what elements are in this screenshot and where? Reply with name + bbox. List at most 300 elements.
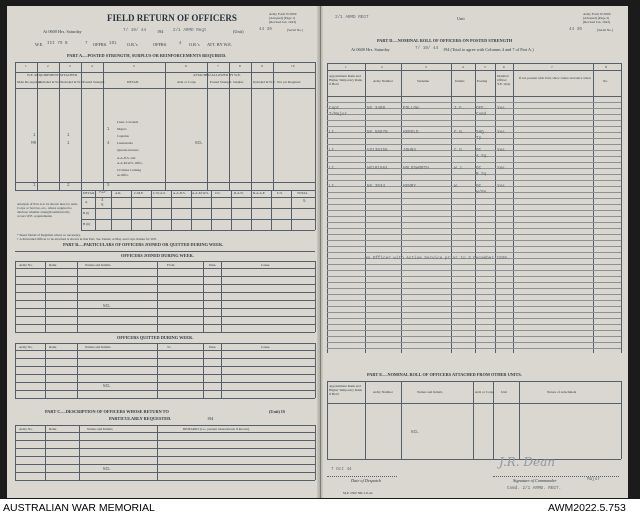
rule xyxy=(81,219,315,220)
rule xyxy=(231,190,232,230)
rule xyxy=(327,336,621,337)
rule xyxy=(513,63,514,353)
part-d-title: PART D.—NOMINAL ROLL OF OFFICERS ON POSTED STRENGTH xyxy=(377,38,513,43)
detail-head: Civ. xyxy=(215,191,221,195)
rule xyxy=(15,332,315,333)
rule xyxy=(327,126,621,127)
analysis-row: A xyxy=(85,200,88,204)
analysis-note: Analysis of Part A to be shown here by Arm, Corps or Service, etc., where required to disclose whether strength satisfactorily covers W.E. requirements xyxy=(17,202,78,219)
rule xyxy=(15,308,315,309)
return-time: At 0600 Hrs. Saturday xyxy=(43,29,82,34)
part-c-title: PART C.—DESCRIPTION OF OFFICERS WHOSE RETURN TO xyxy=(45,409,169,414)
rule xyxy=(327,204,621,205)
col-head: Names and Initials. xyxy=(87,427,114,431)
rule xyxy=(327,63,621,64)
rule xyxy=(327,222,621,223)
att-ors-typed: 4 xyxy=(179,41,182,46)
rule xyxy=(81,197,315,198)
col-head: Detailed Officer Y.E. Only xyxy=(497,74,511,87)
form-ref-3: (Revised Jan. 1943) xyxy=(269,20,297,24)
serial-number-typed: 44 30 xyxy=(259,27,272,32)
rule xyxy=(15,425,16,480)
rule xyxy=(15,276,315,277)
rule xyxy=(327,228,621,229)
officer-posting: OC xyxy=(476,166,482,171)
rule xyxy=(327,114,621,115)
officer-surname: JOHNS xyxy=(403,148,416,153)
footnote: † A Personnel Officer to be attached is shown in this Part, Ser. Detail, at Maj. and Capt. Ranks for W.E. xyxy=(17,237,158,241)
print-note: M.P. 2500 NR/1-8-44 xyxy=(343,491,373,495)
col-num: 1 xyxy=(345,65,347,69)
officer-detailed: Yes xyxy=(497,166,505,171)
rule xyxy=(15,350,315,351)
rule xyxy=(327,330,621,331)
part-e-nil: NIL xyxy=(411,430,419,435)
rule xyxy=(495,63,496,353)
rule xyxy=(81,190,82,230)
joined-nil: NIL xyxy=(103,304,111,309)
rule xyxy=(327,276,621,277)
officer-posting: B Sq. xyxy=(476,172,489,177)
typed-total: 2 xyxy=(67,183,70,188)
despatch-date-typed: 7 Oct 44 xyxy=(331,467,352,472)
ors-label: O.R.'s xyxy=(127,42,138,47)
rule xyxy=(95,190,96,230)
typed-value: 4 xyxy=(107,141,110,146)
sub-head: Included in W.E. xyxy=(253,80,276,84)
rule xyxy=(211,190,212,230)
rule xyxy=(15,382,315,383)
typed-value: MR xyxy=(31,141,37,146)
part-a-title: PART A.—POSTED STRENGTH, SURPLUS OR REINFORCEMENTS REQUIRED. xyxy=(67,53,227,58)
rule xyxy=(401,381,402,459)
rule xyxy=(327,403,621,404)
offrs-label-2: OFFRS. xyxy=(153,42,168,47)
rule xyxy=(327,210,621,211)
serial-label: (Serial No.) xyxy=(287,28,304,32)
rule xyxy=(473,381,474,459)
officer-posting: Comd xyxy=(476,112,487,117)
col-num: 2 xyxy=(47,64,49,68)
serial-number-typed: 44 30 xyxy=(569,27,582,32)
rank-label: A.A.M.W.S. Offrs. xyxy=(117,161,143,165)
col-head: If not present with Unit, show where and since when xyxy=(519,76,591,80)
col-head: Names and Initials xyxy=(417,390,443,394)
officer-initials: W. xyxy=(454,184,460,189)
part-c-unit: (Unit) IS xyxy=(269,409,286,414)
rule xyxy=(327,282,621,283)
form-ref-2: (Adopted) (Page 2) xyxy=(583,16,610,20)
sub-head: Included in W.E. xyxy=(61,80,84,84)
officer-posting: SHQ. xyxy=(476,130,487,135)
rule xyxy=(365,381,366,459)
sub-head: Posted Strength xyxy=(83,80,105,84)
rule xyxy=(327,324,621,325)
detail-head: R.A.A.F. xyxy=(253,191,266,195)
part-b-title: PART B.—PARTICULARS OF OFFICERS JOINED OR QUITTED DURING WEEK. xyxy=(63,242,224,247)
col-num: 6 xyxy=(503,65,505,69)
officer-rank: Lt. xyxy=(329,130,337,135)
part-c-year: 194 xyxy=(207,416,214,421)
officer-initials: W.J. xyxy=(454,166,465,171)
rule xyxy=(327,198,621,199)
unit-label: (Unit) xyxy=(233,29,244,34)
rule xyxy=(15,261,16,332)
commander-signature: J.R. Dean xyxy=(499,455,555,469)
officer-surname: FOLLOW xyxy=(403,106,419,111)
col-head: Names and Initials. xyxy=(85,263,112,267)
part-c-nil: NIL xyxy=(103,467,111,472)
col-num: 4 xyxy=(91,64,93,68)
sub-head: Posted Strength xyxy=(210,80,232,84)
rule xyxy=(77,343,78,398)
rule xyxy=(327,270,621,271)
detail-head: A.A.M.W.S. xyxy=(192,191,209,195)
rule xyxy=(15,268,315,269)
despatch-label: Date of Despatch xyxy=(351,478,382,483)
joined-title: OFFICERS JOINED DURING WEEK. xyxy=(121,253,194,258)
col-head: Army No. xyxy=(19,263,33,267)
typed-value: 5 xyxy=(101,203,104,208)
rule xyxy=(81,208,315,209)
attached-allowed-header: ATTACHED ALLOWED BY W.E. xyxy=(193,73,241,77)
col-head: Surname xyxy=(417,79,430,83)
rule xyxy=(15,480,315,481)
rule xyxy=(45,343,46,398)
col-num: 1 xyxy=(25,64,27,68)
officer-surname: HENRY xyxy=(403,184,416,189)
left-page xyxy=(7,6,321,498)
rule xyxy=(15,324,315,325)
officer-initials: I.F. xyxy=(454,106,465,111)
officer-detailed: Yes xyxy=(497,130,505,135)
detail-head: A.R. xyxy=(115,191,122,195)
officer-posting: OC xyxy=(476,184,482,189)
rule xyxy=(79,425,80,480)
rule xyxy=(519,381,520,459)
col-head: Army Number xyxy=(373,390,393,394)
rule xyxy=(621,63,622,353)
signature-label: Signature of Commander xyxy=(513,478,557,483)
analysis-row: B (ii) xyxy=(83,222,91,226)
rule xyxy=(45,425,46,480)
rule xyxy=(15,456,315,457)
part-d-date-typed: 7/ 10/ 44 xyxy=(415,46,439,51)
sub-head: Arm or Corps xyxy=(177,80,196,84)
rule xyxy=(327,294,621,295)
att-label: ATT. BY W.E. xyxy=(207,42,232,47)
quitted-nil: NIL xyxy=(103,384,111,389)
rule xyxy=(15,448,315,449)
col-num: 7 xyxy=(217,64,219,68)
rule xyxy=(15,62,16,190)
return-date-typed: 7/ 10/ 44 xyxy=(123,28,147,33)
col-head: Arm or Corps xyxy=(475,390,494,394)
col-head: Rank. xyxy=(49,345,58,349)
analysis-row: B (i) xyxy=(83,211,90,215)
rule xyxy=(327,312,621,313)
detail-head: A.A.N.S. xyxy=(173,191,186,195)
col-num: 10 xyxy=(291,64,295,68)
typed-total: 5 xyxy=(107,183,110,188)
col-head: To xyxy=(167,345,171,349)
typed-value: 1 xyxy=(67,133,70,138)
rule xyxy=(327,459,621,460)
rule xyxy=(327,138,621,139)
form-ref-3: (Revised Jan. 1943) xyxy=(583,20,611,24)
col-head: Date. xyxy=(209,345,217,349)
col-num: 2 xyxy=(381,65,383,69)
rule xyxy=(327,174,621,175)
rule xyxy=(327,63,328,353)
sub-head: Included in W.E. xyxy=(39,80,62,84)
unit-label: Unit xyxy=(457,16,465,21)
rank-label: Civilians Coming xyxy=(117,168,142,172)
sub-head: DETAIL xyxy=(127,80,139,84)
we-ors-typed: 101 xyxy=(109,41,117,46)
rule xyxy=(45,261,46,332)
rule xyxy=(157,343,158,398)
rule xyxy=(327,342,621,343)
archive-caption xyxy=(0,499,640,515)
rule xyxy=(327,381,328,459)
officer-posting: Tp xyxy=(476,136,482,141)
rule xyxy=(15,343,315,344)
officer-posting: W/PA xyxy=(476,190,487,195)
rank-label: A.A.N.S. and xyxy=(117,156,136,160)
rule xyxy=(111,190,112,230)
rule xyxy=(327,192,621,193)
rule xyxy=(327,120,621,121)
col-head: From xyxy=(167,263,175,267)
rule xyxy=(15,398,315,399)
detail-head: TOTAL xyxy=(297,191,308,195)
we-offrs-typed: 7 xyxy=(85,41,88,46)
col-num: 6 xyxy=(185,64,187,68)
rule xyxy=(15,292,315,293)
rule xyxy=(203,261,204,332)
rule xyxy=(271,190,272,230)
col-head: Date. xyxy=(209,263,217,267)
col-num: 9 xyxy=(261,64,263,68)
officer-rank: Lt. xyxy=(329,166,337,171)
typed-total: 1 xyxy=(33,183,36,188)
officer-rank: Lt. xyxy=(329,148,337,153)
rule xyxy=(165,62,166,190)
col-num: 5 xyxy=(484,65,486,69)
rule xyxy=(327,246,621,247)
rule xyxy=(621,381,622,459)
officer-detailed: Yes xyxy=(497,106,505,111)
part-a-nil: NIL xyxy=(195,141,203,146)
rule xyxy=(327,300,621,301)
rule xyxy=(327,288,621,289)
officer-initials: C.D. xyxy=(454,148,465,153)
year-label: 194 xyxy=(157,29,164,34)
rule xyxy=(191,190,192,230)
rule xyxy=(15,390,315,391)
rank-label: Quarter-masters xyxy=(117,148,139,152)
rule xyxy=(327,264,621,265)
col-head: Army No. xyxy=(19,345,33,349)
typed-value: 1 xyxy=(33,133,36,138)
rule xyxy=(15,284,315,285)
rule xyxy=(327,381,621,382)
rule xyxy=(81,230,315,231)
rule xyxy=(15,251,315,252)
col-num: 8 xyxy=(239,64,241,68)
rule xyxy=(327,348,621,349)
rule xyxy=(593,63,594,353)
rule xyxy=(401,63,402,353)
officer-initials: F.N. xyxy=(454,130,465,135)
typed-value: 1 xyxy=(107,127,110,132)
rule xyxy=(327,240,621,241)
sub-head: Male Re-required xyxy=(17,80,42,84)
col-num: 7 xyxy=(551,65,553,69)
officer-number: NX 3460 xyxy=(367,106,386,111)
typed-value: 5 xyxy=(303,199,306,204)
we-label: W.E. xyxy=(35,42,44,47)
col-head: Unit xyxy=(501,390,508,394)
form-ref-1: Army Form W.3009 xyxy=(583,12,611,16)
detail-head: U.S. xyxy=(277,191,284,195)
rule xyxy=(315,62,316,190)
col-head: Appointment Rank and Higher Temporary Rank if Held xyxy=(329,74,363,87)
detail-head: DETAIL xyxy=(83,191,95,195)
officer-detailed: Yes xyxy=(497,184,505,189)
rule xyxy=(15,300,315,301)
rule xyxy=(327,180,621,181)
rank-label: as Offrs. xyxy=(117,173,129,177)
right-page xyxy=(321,6,628,498)
rule xyxy=(327,234,621,235)
rule xyxy=(327,156,621,157)
sub-head: Not yet Required xyxy=(277,80,301,84)
unit-typed: 2/1 ARMD REGT xyxy=(335,15,369,20)
rule xyxy=(315,190,316,230)
serial-label: (Serial No.) xyxy=(597,28,614,32)
archive-name: AUSTRALIAN WAR MEMORIAL xyxy=(3,502,155,514)
col-head: Rank. xyxy=(49,263,58,267)
rank-label: Majors xyxy=(117,127,127,131)
rule xyxy=(15,425,315,426)
rule xyxy=(365,63,366,353)
col-head: Army Number xyxy=(373,79,393,83)
rule xyxy=(327,70,621,71)
rule xyxy=(327,476,397,477)
rule xyxy=(327,252,621,253)
rule xyxy=(327,216,621,217)
officer-surname: HEROLD xyxy=(403,130,419,135)
officer-rank: T/Major xyxy=(329,112,348,117)
rule xyxy=(315,261,316,332)
rule xyxy=(207,62,208,190)
rule xyxy=(77,261,78,332)
detail-head: C.M.F. xyxy=(134,191,144,195)
col-head: Initials xyxy=(455,79,465,83)
part-d-time: At 0600 Hrs. Saturday xyxy=(351,47,390,52)
officer-posting: OFF. xyxy=(476,106,487,111)
col-head: No. xyxy=(603,79,608,83)
col-head: Cause. xyxy=(261,345,271,349)
rule xyxy=(151,190,152,230)
col-head: Names and Initials. xyxy=(85,345,112,349)
rule xyxy=(291,190,292,230)
rule xyxy=(221,343,222,398)
rule xyxy=(327,318,621,319)
signature-unit-typed: Comd. 2/1 ARMD. REGT. xyxy=(507,486,562,491)
detail-head: AIF xyxy=(99,190,107,195)
col-head: Posting xyxy=(477,79,488,83)
ors-label-2: O.R.'s xyxy=(189,42,200,47)
rule xyxy=(171,190,172,230)
officer-posting: A Sq. xyxy=(476,154,489,159)
rule xyxy=(15,440,315,441)
part-d-total-note: 194 (Total to agree with Columns 4 and 7 of Part A.) xyxy=(443,47,534,52)
rule xyxy=(15,464,315,465)
signature-rank-typed: Major xyxy=(587,477,600,482)
col-num: 3 xyxy=(69,64,71,68)
officer-number: NX 56879 xyxy=(367,130,388,135)
officer-surname: HOLDSWORTH xyxy=(403,166,429,171)
rule xyxy=(15,366,315,367)
offrs-label: OFFRS. xyxy=(93,42,108,47)
rule xyxy=(251,190,252,230)
rule xyxy=(221,261,222,332)
typed-value: 1 xyxy=(67,141,70,146)
col-num: 5 xyxy=(133,64,135,68)
rule xyxy=(15,432,315,433)
rank-label: Captains xyxy=(117,134,129,138)
sub-head: Surplus xyxy=(233,80,244,84)
form-ref-1: Army Form W.3009 xyxy=(269,12,297,16)
quitted-title: OFFICERS QUITTED DURING WEEK. xyxy=(117,335,194,340)
col-num: 4 xyxy=(462,65,464,69)
rule xyxy=(15,472,315,473)
form-ref-2: (Adopted) (Page 1) xyxy=(269,16,296,20)
rule xyxy=(15,316,315,317)
rule xyxy=(131,190,132,230)
officer-detailed: Yes xyxy=(497,148,505,153)
we-typed: III 79 B xyxy=(47,41,68,46)
typed-value: 4 xyxy=(101,198,104,203)
part-e-title: PART E.—NOMINAL ROLL OF OFFICERS ATTACHED FROM OTHER UNITS. xyxy=(367,372,522,377)
rule xyxy=(15,343,16,398)
officer-rank: Lt. xyxy=(329,184,337,189)
active-service-note: No Officer with Active Service prior to 3 December 1939. xyxy=(365,256,510,261)
officer-number: WX101564 xyxy=(367,166,388,171)
col-head: REMARKS (i.e., present whereabouts if known). xyxy=(183,427,250,431)
rule xyxy=(327,102,621,103)
rule xyxy=(327,144,621,145)
rule xyxy=(15,374,315,375)
rule xyxy=(451,63,452,353)
officer-number: NX 3034 xyxy=(367,184,386,189)
detail-head: R.A.N. xyxy=(234,191,244,195)
footnote: * Insert Detail of Regimen where so necessary. xyxy=(17,233,81,237)
col-head: Rank. xyxy=(49,427,58,431)
rule xyxy=(327,162,621,163)
rule xyxy=(157,425,158,480)
officer-number: VX130156 xyxy=(367,148,388,153)
rule xyxy=(203,343,204,398)
rule xyxy=(493,476,619,477)
rule xyxy=(15,261,315,262)
rule xyxy=(327,306,621,307)
rule xyxy=(15,358,315,359)
col-num: 3 xyxy=(425,65,427,69)
